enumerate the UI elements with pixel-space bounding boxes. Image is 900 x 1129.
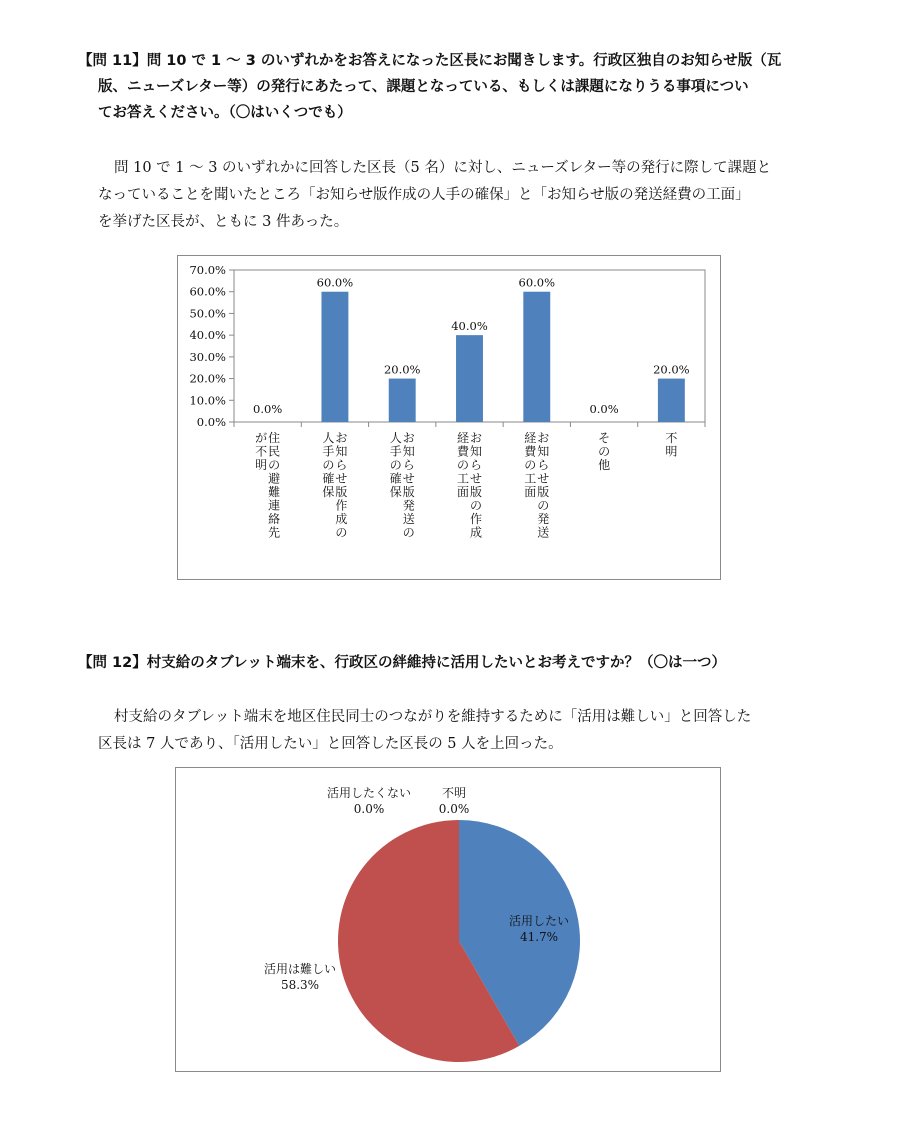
x-category-char: 送 xyxy=(537,525,550,540)
slice-value-label: 0.0% xyxy=(438,802,470,816)
question-11-summary xyxy=(98,155,828,236)
x-category-char: 避 xyxy=(268,471,281,486)
x-category-char: ら xyxy=(402,458,415,472)
x-category-char: 成 xyxy=(469,525,483,540)
x-category-char: 住 xyxy=(268,431,281,445)
x-category-char: 不 xyxy=(255,444,268,459)
x-category-char: の xyxy=(402,525,415,540)
x-category-char: 発 xyxy=(537,512,550,526)
x-category-char: 版 xyxy=(469,485,483,499)
summary-11-line-2: なっていることを聞いたところ「お知らせ版作成の人手の確保」と「お知らせ版の発送経費の工面」 xyxy=(98,187,750,203)
slice-value-label: 0.0% xyxy=(353,802,385,816)
bar-chart xyxy=(177,255,721,580)
summary-12-line-1: 村支給のタブレット端末を地区住民同士のつながりを維持するために「活用は難しい」と回答した xyxy=(114,709,752,725)
question-12-summary xyxy=(98,704,828,758)
slice-value-label: 58.3% xyxy=(280,978,320,992)
x-category-char: 明 xyxy=(255,458,268,472)
x-category-char: 作 xyxy=(335,498,348,513)
x-category-char: そ xyxy=(598,431,611,445)
x-category-char: 手 xyxy=(389,444,402,459)
x-category-char: の xyxy=(268,458,281,472)
question-11-line-1: 【問 11】問 10 で 1 ～ 3 のいずれかをお答えになった区長にお聞きします。行政区独自のお知らせ版（瓦 xyxy=(78,53,782,69)
question-11-line-3: てお答えください。（〇はいくつでも） xyxy=(98,105,352,121)
x-category-char: 不 xyxy=(665,431,678,445)
slice-value-label: 41.7% xyxy=(519,930,559,944)
slice-label: 活用したくない xyxy=(326,786,412,800)
summary-11-line-1: 問 10 で 1 ～ 3 のいずれかに回答した区長（5 名）に対し、ニューズレター等の発行に際して課題と xyxy=(114,160,772,176)
x-category-char: の xyxy=(335,525,348,540)
x-category-char: 民 xyxy=(268,444,281,459)
data-label: 20.0% xyxy=(653,362,690,377)
x-category-char: 版 xyxy=(335,485,348,499)
x-category-char: 工 xyxy=(456,471,470,486)
x-category-char: 工 xyxy=(524,471,537,486)
x-category-char: 連 xyxy=(268,498,281,513)
question-11 xyxy=(78,48,824,126)
bar xyxy=(456,335,483,422)
bar xyxy=(321,292,348,422)
y-tick-label: 50.0% xyxy=(189,306,226,321)
x-category-char: の xyxy=(389,458,402,472)
x-category-char: の xyxy=(322,458,335,472)
x-category-char: 先 xyxy=(268,525,281,540)
data-label: 20.0% xyxy=(383,362,421,377)
x-category-char: 難 xyxy=(268,485,281,499)
x-category-char: の xyxy=(598,444,611,459)
x-category-char: 人 xyxy=(322,431,335,445)
x-category-char: 知 xyxy=(469,444,483,459)
y-tick-label: 20.0% xyxy=(189,371,226,386)
x-category-char: 明 xyxy=(665,444,678,459)
x-category-char: せ xyxy=(335,471,348,486)
data-label: 0.0% xyxy=(589,402,619,416)
x-category-char: の xyxy=(524,458,537,472)
x-category-char: 版 xyxy=(537,485,550,499)
x-category-label xyxy=(322,431,347,540)
summary-12-line-2: 区長は 7 人であり、「活用したい」と回答した区長の 5 人を上回った。 xyxy=(98,736,563,752)
y-tick-label: 30.0% xyxy=(189,349,226,364)
x-category-char: 費 xyxy=(524,444,537,459)
x-category-char: 面 xyxy=(524,485,537,499)
x-category-char: の xyxy=(537,498,550,513)
x-category-char: の xyxy=(456,458,470,472)
data-label: 60.0% xyxy=(518,275,556,290)
x-category-char: 発 xyxy=(402,498,415,513)
x-category-char: 知 xyxy=(335,444,348,459)
x-category-char: 知 xyxy=(537,444,550,459)
data-label: 40.0% xyxy=(451,319,488,334)
x-category-char: が xyxy=(255,431,268,445)
bar-chart-svg xyxy=(178,256,720,579)
pie-chart-svg xyxy=(176,768,720,1071)
x-category-char: お xyxy=(402,431,415,445)
x-category-char: せ xyxy=(537,471,550,486)
question-11-line-2: 版、ニューズレター等）の発行にあたって、課題となっている、もしくは課題になりうる事項につい xyxy=(98,79,749,95)
x-category-char: 人 xyxy=(389,431,402,445)
x-category-char: 経 xyxy=(524,431,537,445)
y-tick-label: 70.0% xyxy=(189,263,226,277)
x-category-char: お xyxy=(537,431,550,445)
y-tick-label: 40.0% xyxy=(189,328,226,343)
x-category-label xyxy=(524,431,549,540)
x-category-char: 送 xyxy=(402,512,415,526)
x-category-char: の xyxy=(469,498,483,513)
question-12 xyxy=(78,650,824,676)
x-category-char: 版 xyxy=(402,485,415,499)
slice-label: 不明 xyxy=(441,786,467,800)
x-category-label xyxy=(255,431,280,540)
x-category-char: 経 xyxy=(456,431,470,445)
x-category-char: 他 xyxy=(598,458,611,472)
x-category-label xyxy=(665,431,677,459)
pie-chart xyxy=(175,767,721,1072)
x-category-char: せ xyxy=(402,471,415,486)
x-category-char: 作 xyxy=(469,512,483,526)
bar xyxy=(658,379,685,422)
y-tick-label: 0.0% xyxy=(196,415,226,429)
slice-label: 活用したい xyxy=(508,914,570,928)
x-category-char: 手 xyxy=(322,444,335,459)
x-category-label xyxy=(457,431,482,540)
x-category-char: 絡 xyxy=(268,512,281,526)
slice-label: 活用は難しい xyxy=(263,962,337,976)
x-category-label xyxy=(390,431,415,540)
x-category-char: 保 xyxy=(322,485,335,499)
x-category-char: 成 xyxy=(335,512,348,526)
x-category-char: ら xyxy=(537,458,550,472)
x-category-char: せ xyxy=(469,471,483,486)
summary-11-line-3: を挙げた区長が、ともに 3 件あった。 xyxy=(98,214,349,230)
x-category-char: 保 xyxy=(389,485,402,499)
bar xyxy=(523,292,550,422)
x-category-label xyxy=(598,431,610,472)
data-label: 60.0% xyxy=(316,275,354,290)
x-category-char: 知 xyxy=(402,444,415,459)
y-tick-label: 60.0% xyxy=(189,284,226,299)
x-category-char: 費 xyxy=(456,444,470,459)
x-category-char: 確 xyxy=(322,471,335,486)
x-category-char: 確 xyxy=(389,471,402,486)
bar xyxy=(389,379,416,422)
data-label: 0.0% xyxy=(253,402,283,416)
question-12-line-1: 【問 12】村支給のタブレット端末を、行政区の絆維持に活用したいとお考えですか？（〇は一つ） xyxy=(78,655,726,671)
x-category-char: お xyxy=(335,431,348,445)
x-category-char: ら xyxy=(469,458,483,472)
x-category-char: お xyxy=(469,431,483,445)
x-category-char: ら xyxy=(335,458,348,472)
y-tick-label: 10.0% xyxy=(189,393,226,408)
x-category-char: 面 xyxy=(456,485,470,499)
